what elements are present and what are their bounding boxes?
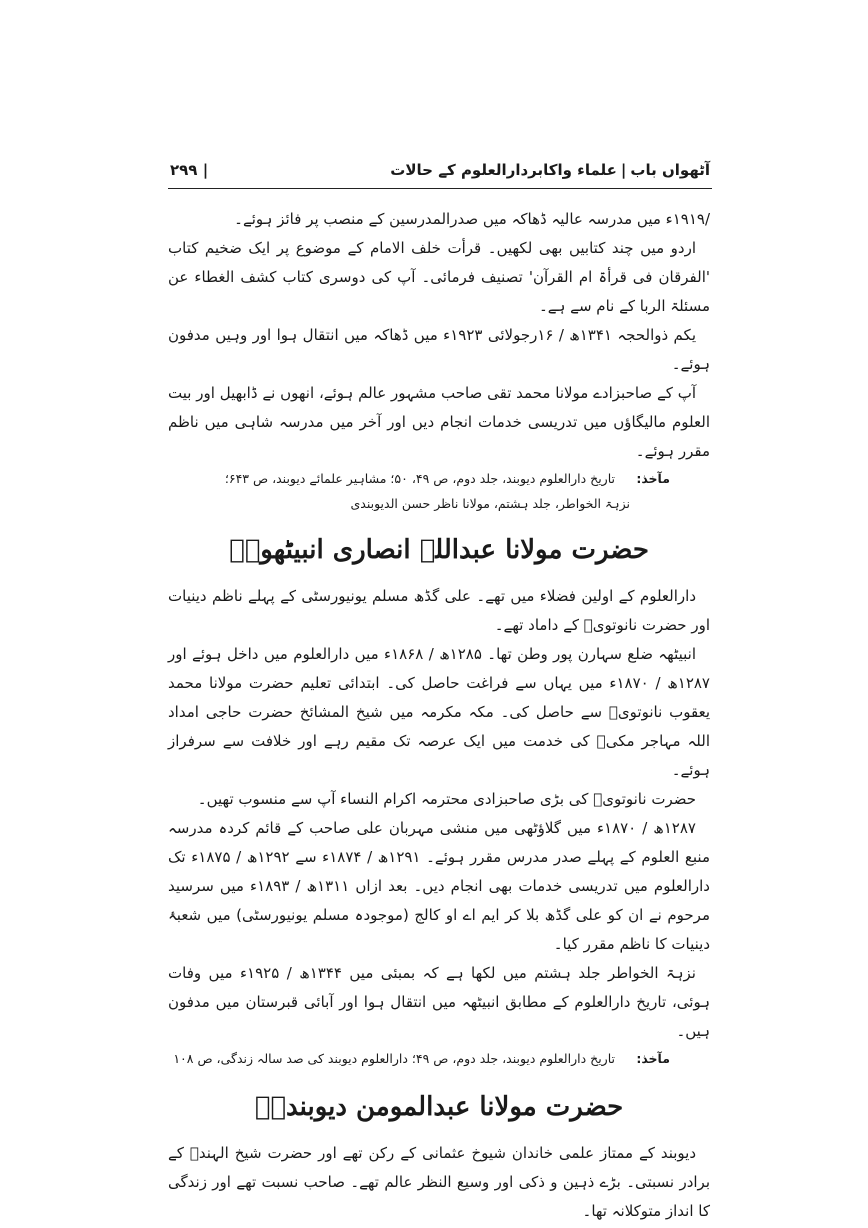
sources-block [168, 1046, 710, 1071]
paragraph: دارالعلوم کے اولین فضلاء میں تھے۔ علی گڈھ مسلم یونیورسٹی کے پہلے ناظم دینیات اور حضرت نانوتویؒ کے داماد تھے۔ [168, 587, 710, 634]
sources-label: مآخذ: [636, 1051, 670, 1066]
paragraph: /۱۹۱۹ء میں مدرسہ عالیہ ڈھاکہ میں صدرالمدرسین کے منصب پر فائز ہوئے۔ [234, 210, 710, 228]
page-body [168, 205, 710, 1226]
header-separator: | [620, 161, 627, 179]
paragraph: یکم ذوالحجہ ۱۳۴۱ھ / ۱۶رجولائی ۱۹۲۳ء میں ڈھاکہ میں انتقال ہوا اور وہیں مدفون ہوئے۔ [168, 326, 710, 373]
source-citation: تاریخ دارالعلوم دیوبند، جلد دوم، ص ۴۹؛ دارالعلوم دیوبند کی صد سالہ زندگی، ص ۱۰۸ [173, 1051, 615, 1066]
paragraph: دیوبند کے ممتاز علمی خاندان شیوخ عثمانی کے رکن تھے اور حضرت شیخ الہندؒ کے برادر نسبتی۔ بڑے ذہین و ذکی اور وسیع النظر عالم تھے۔ صاحب نسبت تھے اور زندگی کا انداز متوکلانہ تھا۔ [168, 1144, 710, 1220]
source-citation: تاریخ دارالعلوم دیوبند، جلد دوم، ص ۴۹، ۵۰؛ مشاہیر علمائے دیوبند، ص ۶۴۳؛ [224, 471, 615, 486]
paragraph: ۱۲۸۷ھ / ۱۸۷۰ء میں گلاؤٹھی میں منشی مہربان علی صاحب کے قائم کردہ مدرسہ منبع العلوم کے پہلے صدر مدرس مقرر ہوئے۔ ۱۲۹۱ھ / ۱۸۷۴ء سے ۱۲۹۲ھ / ۱۸۷۵ء تک دارالعلوم میں تدریسی خدمات بھی انجام دیں۔ بعد ازاں ۱۳۱۱ھ / ۱۸۹۳ء میں سرسید مرحوم نے ان کو علی گڈھ بلا کر ایم اے او کالج (موجودہ مسلم یونیورسٹی) میں شعبۂ دینیات کا ناظم مقرر کیا۔ [168, 819, 710, 953]
paragraph: نزہۃ الخواطر جلد ہشتم میں لکھا ہے کہ بمبئی میں ۱۳۴۴ھ / ۱۹۲۵ء میں وفات ہوئی، تاریخ دارالعلوم کے مطابق انبیٹھہ میں انتقال ہوا اور آبائی قبرستان میں مدفون ہیں۔ [168, 964, 710, 1040]
sources-label: مآخذ: [636, 471, 670, 486]
section-heading: حضرت مولانا عبداللہ انصاری انبیٹھویؒ [229, 535, 649, 565]
page-number: ۲۹۹ [170, 161, 198, 179]
paragraph: حضرت نانوتویؒ کی بڑی صاحبزادی محترمہ اکرام النساء آپ سے منسوب تھیں۔ [197, 790, 696, 808]
header-title: علماء واکابردارالعلوم کے حالات [390, 161, 617, 179]
header-rule [168, 188, 712, 189]
page-number-group [170, 161, 208, 179]
sources-block [168, 466, 710, 516]
source-citation: نزہۃ الخواطر، جلد ہشتم، مولانا ناظر حسن الدیوبندی [350, 496, 630, 511]
paragraph: آپ کے صاحبزادے مولانا محمد تقی صاحب مشہور عالم ہوئے، انھوں نے ڈابھیل اور بیت العلوم مالیگاؤں میں تدریسی خدمات انجام دیں اور آخر میں مدرسہ شاہی میں ناظم مقرر ہوئے۔ [168, 384, 710, 460]
header-separator-2: | [202, 161, 209, 179]
paragraph: اردو میں چند کتابیں بھی لکھیں۔ قرأت خلف الامام کے موضوع پر ایک ضخیم کتاب 'الفرقان فی قرأۃ ام القرآن' تصنیف فرمائی۔ آپ کی دوسری کتاب کشف الغطاء عن مسئلۃ الربا کے نام سے ہے۔ [168, 239, 710, 315]
chapter-label: آٹھواں باب [630, 161, 710, 179]
paragraph: انبیٹھہ ضلع سہارن پور وطن تھا۔ ۱۲۸۵ھ / ۱۸۶۸ء میں دارالعلوم میں داخل ہوئے اور ۱۲۸۷ھ / ۱۸۷۰ء میں یہاں سے فراغت حاصل کی۔ ابتدائی تعلیم حضرت مولانا محمد یعقوب نانوتویؒ سے حاصل کی۔ مکہ مکرمہ میں شیخ المشائخ حضرت حاجی امداد اللہ مہاجر مکیؒ کی خدمت میں ایک عرصہ تک مقیم رہے اور خلافت سے سرفراز ہوئے۔ [168, 645, 710, 779]
section-heading: حضرت مولانا عبدالمومن دیوبندیؒ [254, 1092, 624, 1122]
running-header [170, 155, 710, 185]
